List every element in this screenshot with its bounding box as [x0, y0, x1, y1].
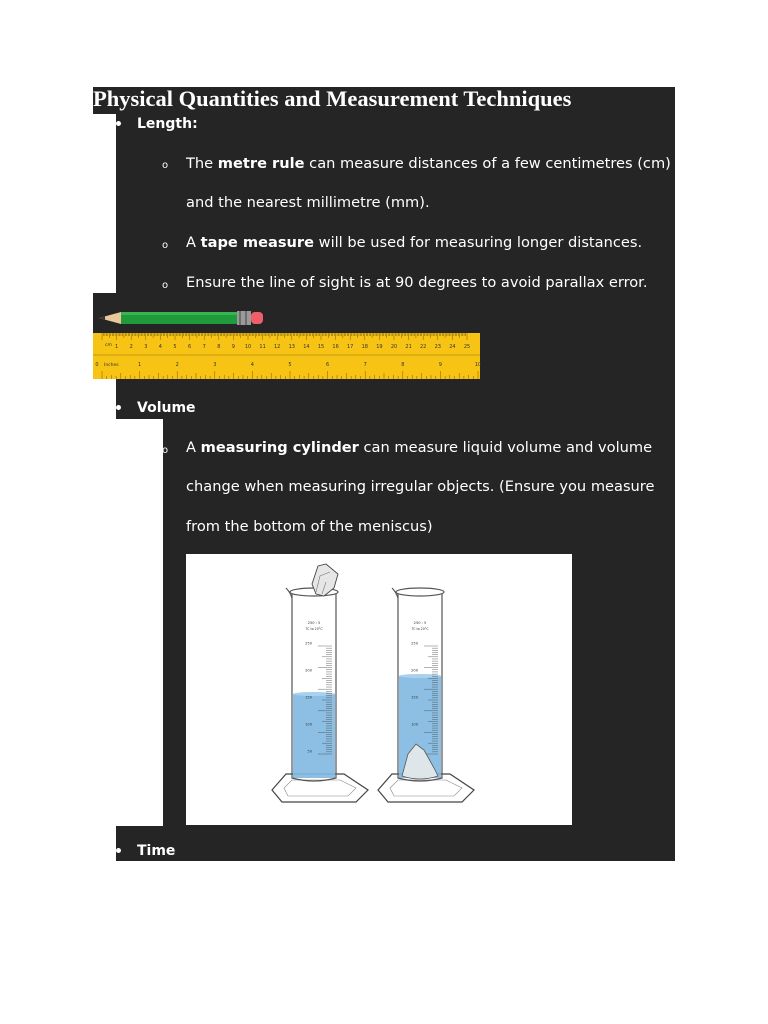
cm-tick-label: 23 — [434, 344, 441, 350]
cm-tick-label: 5 — [173, 344, 177, 350]
sub-bullet: o — [162, 280, 169, 291]
bold-text: tape measure — [200, 234, 314, 251]
cm-tick-label: 15 — [317, 344, 325, 350]
graduation-label: 100 — [305, 722, 312, 727]
length-item-1 — [186, 155, 671, 172]
volume-item-1-cont2: from the bottom of the meniscus) — [186, 518, 433, 535]
inch-tick-label: 0 — [95, 362, 99, 368]
inch-tick-label: 2 — [175, 362, 179, 368]
cm-label: cm — [105, 343, 112, 348]
ruler-body — [93, 333, 480, 379]
length-item-1-cont: and the nearest millimetre (mm). — [186, 194, 430, 211]
cylinder-spec: 250 : 5 — [307, 621, 321, 625]
bullet-time — [116, 843, 175, 859]
cm-tick-label: 22 — [420, 344, 427, 350]
inch-tick-label: 7 — [363, 362, 367, 368]
cm-tick-label: 25 — [463, 344, 471, 350]
text: A — [186, 439, 201, 456]
cm-tick-label: 6 — [188, 344, 192, 350]
cm-tick-label: 11 — [259, 344, 266, 350]
text: The — [186, 155, 218, 172]
text: will be used for measuring longer distances. — [314, 234, 643, 251]
measuring-cylinder-right — [378, 588, 474, 802]
inch-tick-label: 10 — [474, 362, 481, 368]
cm-tick-label: 24 — [449, 344, 456, 350]
cm-tick-label: 20 — [390, 344, 398, 350]
graduation-label: 200 — [305, 668, 312, 673]
text: can measure liquid volume and volume — [358, 439, 653, 456]
volume-item-1 — [186, 439, 652, 456]
cm-tick-label: 19 — [376, 344, 383, 350]
cm-tick-label: 3 — [144, 344, 148, 350]
cylinder-spec: TC to 20°C — [411, 627, 429, 631]
graduation-label: 100 — [411, 722, 418, 727]
inch-tick-label: 4 — [250, 362, 254, 368]
inch-tick-label: 1 — [138, 362, 142, 368]
cm-tick-label: 7 — [202, 344, 206, 350]
length-item-2 — [186, 234, 642, 251]
graduation-label: 250 — [411, 641, 418, 646]
cylinder-spec: 250 : 5 — [413, 621, 427, 625]
length-item-3: Ensure the line of sight is at 90 degrees to avoid parallax error. — [186, 274, 648, 291]
cm-tick-label: 2 — [129, 344, 133, 350]
sub-bullet: o — [162, 160, 169, 171]
page-title: Physical Quantities and Measurement Techniques — [93, 86, 572, 111]
measuring-cylinder-image — [186, 554, 572, 825]
cm-tick-label: 21 — [405, 344, 412, 350]
inch-tick-label: 6 — [326, 362, 330, 368]
volume-heading: Volume — [137, 400, 196, 416]
inch-tick-label: 3 — [213, 362, 217, 368]
sub-bullet: o — [162, 240, 169, 251]
cm-tick-label: 14 — [303, 344, 310, 350]
bg-time — [116, 826, 675, 861]
graduation-label: 250 — [305, 641, 312, 646]
pencil-icon — [99, 311, 263, 325]
graduation-label: 150 — [411, 695, 418, 700]
measuring-cylinder-left — [272, 564, 368, 802]
bg-volume — [116, 379, 675, 419]
sub-bullet: o — [162, 445, 169, 456]
cm-tick-label: 18 — [361, 344, 368, 350]
ruler-illustration — [93, 308, 481, 380]
inch-tick-label: 8 — [401, 362, 405, 368]
bullet-length — [116, 116, 198, 132]
bullet-dot — [116, 121, 121, 126]
inch-tick-label: 5 — [288, 362, 292, 368]
text: A — [186, 234, 201, 251]
volume-item-1-cont1: change when measuring irregular objects. (Ensure you measure — [186, 478, 655, 495]
inch-label: Inches — [104, 363, 119, 368]
cm-tick-label: 8 — [217, 344, 221, 350]
cm-tick-label: 13 — [288, 344, 295, 350]
cm-tick-label: 4 — [158, 344, 162, 350]
graduation-label: 200 — [411, 668, 418, 673]
cm-tick-label: 16 — [332, 344, 339, 350]
bullet-dot — [116, 848, 121, 853]
time-heading: Time — [137, 843, 176, 859]
cm-tick-label: 1 — [115, 344, 119, 350]
text: can measure distances of a few centimetres (cm) — [304, 155, 671, 172]
length-heading: Length: — [137, 116, 198, 132]
cm-tick-label: 10 — [244, 344, 252, 350]
cm-tick-label: 9 — [231, 344, 235, 350]
bullet-dot — [116, 405, 121, 410]
graduation-label: 150 — [305, 695, 312, 700]
graduation-label: 50 — [307, 749, 312, 754]
bullet-volume — [116, 400, 196, 416]
bold-text: metre rule — [217, 155, 305, 172]
cm-tick-label: 12 — [274, 344, 281, 350]
cylinder-spec: TC to 20°C — [305, 627, 323, 631]
bold-text: measuring cylinder — [200, 439, 359, 456]
inch-tick-label: 9 — [438, 362, 442, 368]
cm-tick-label: 17 — [347, 344, 354, 350]
